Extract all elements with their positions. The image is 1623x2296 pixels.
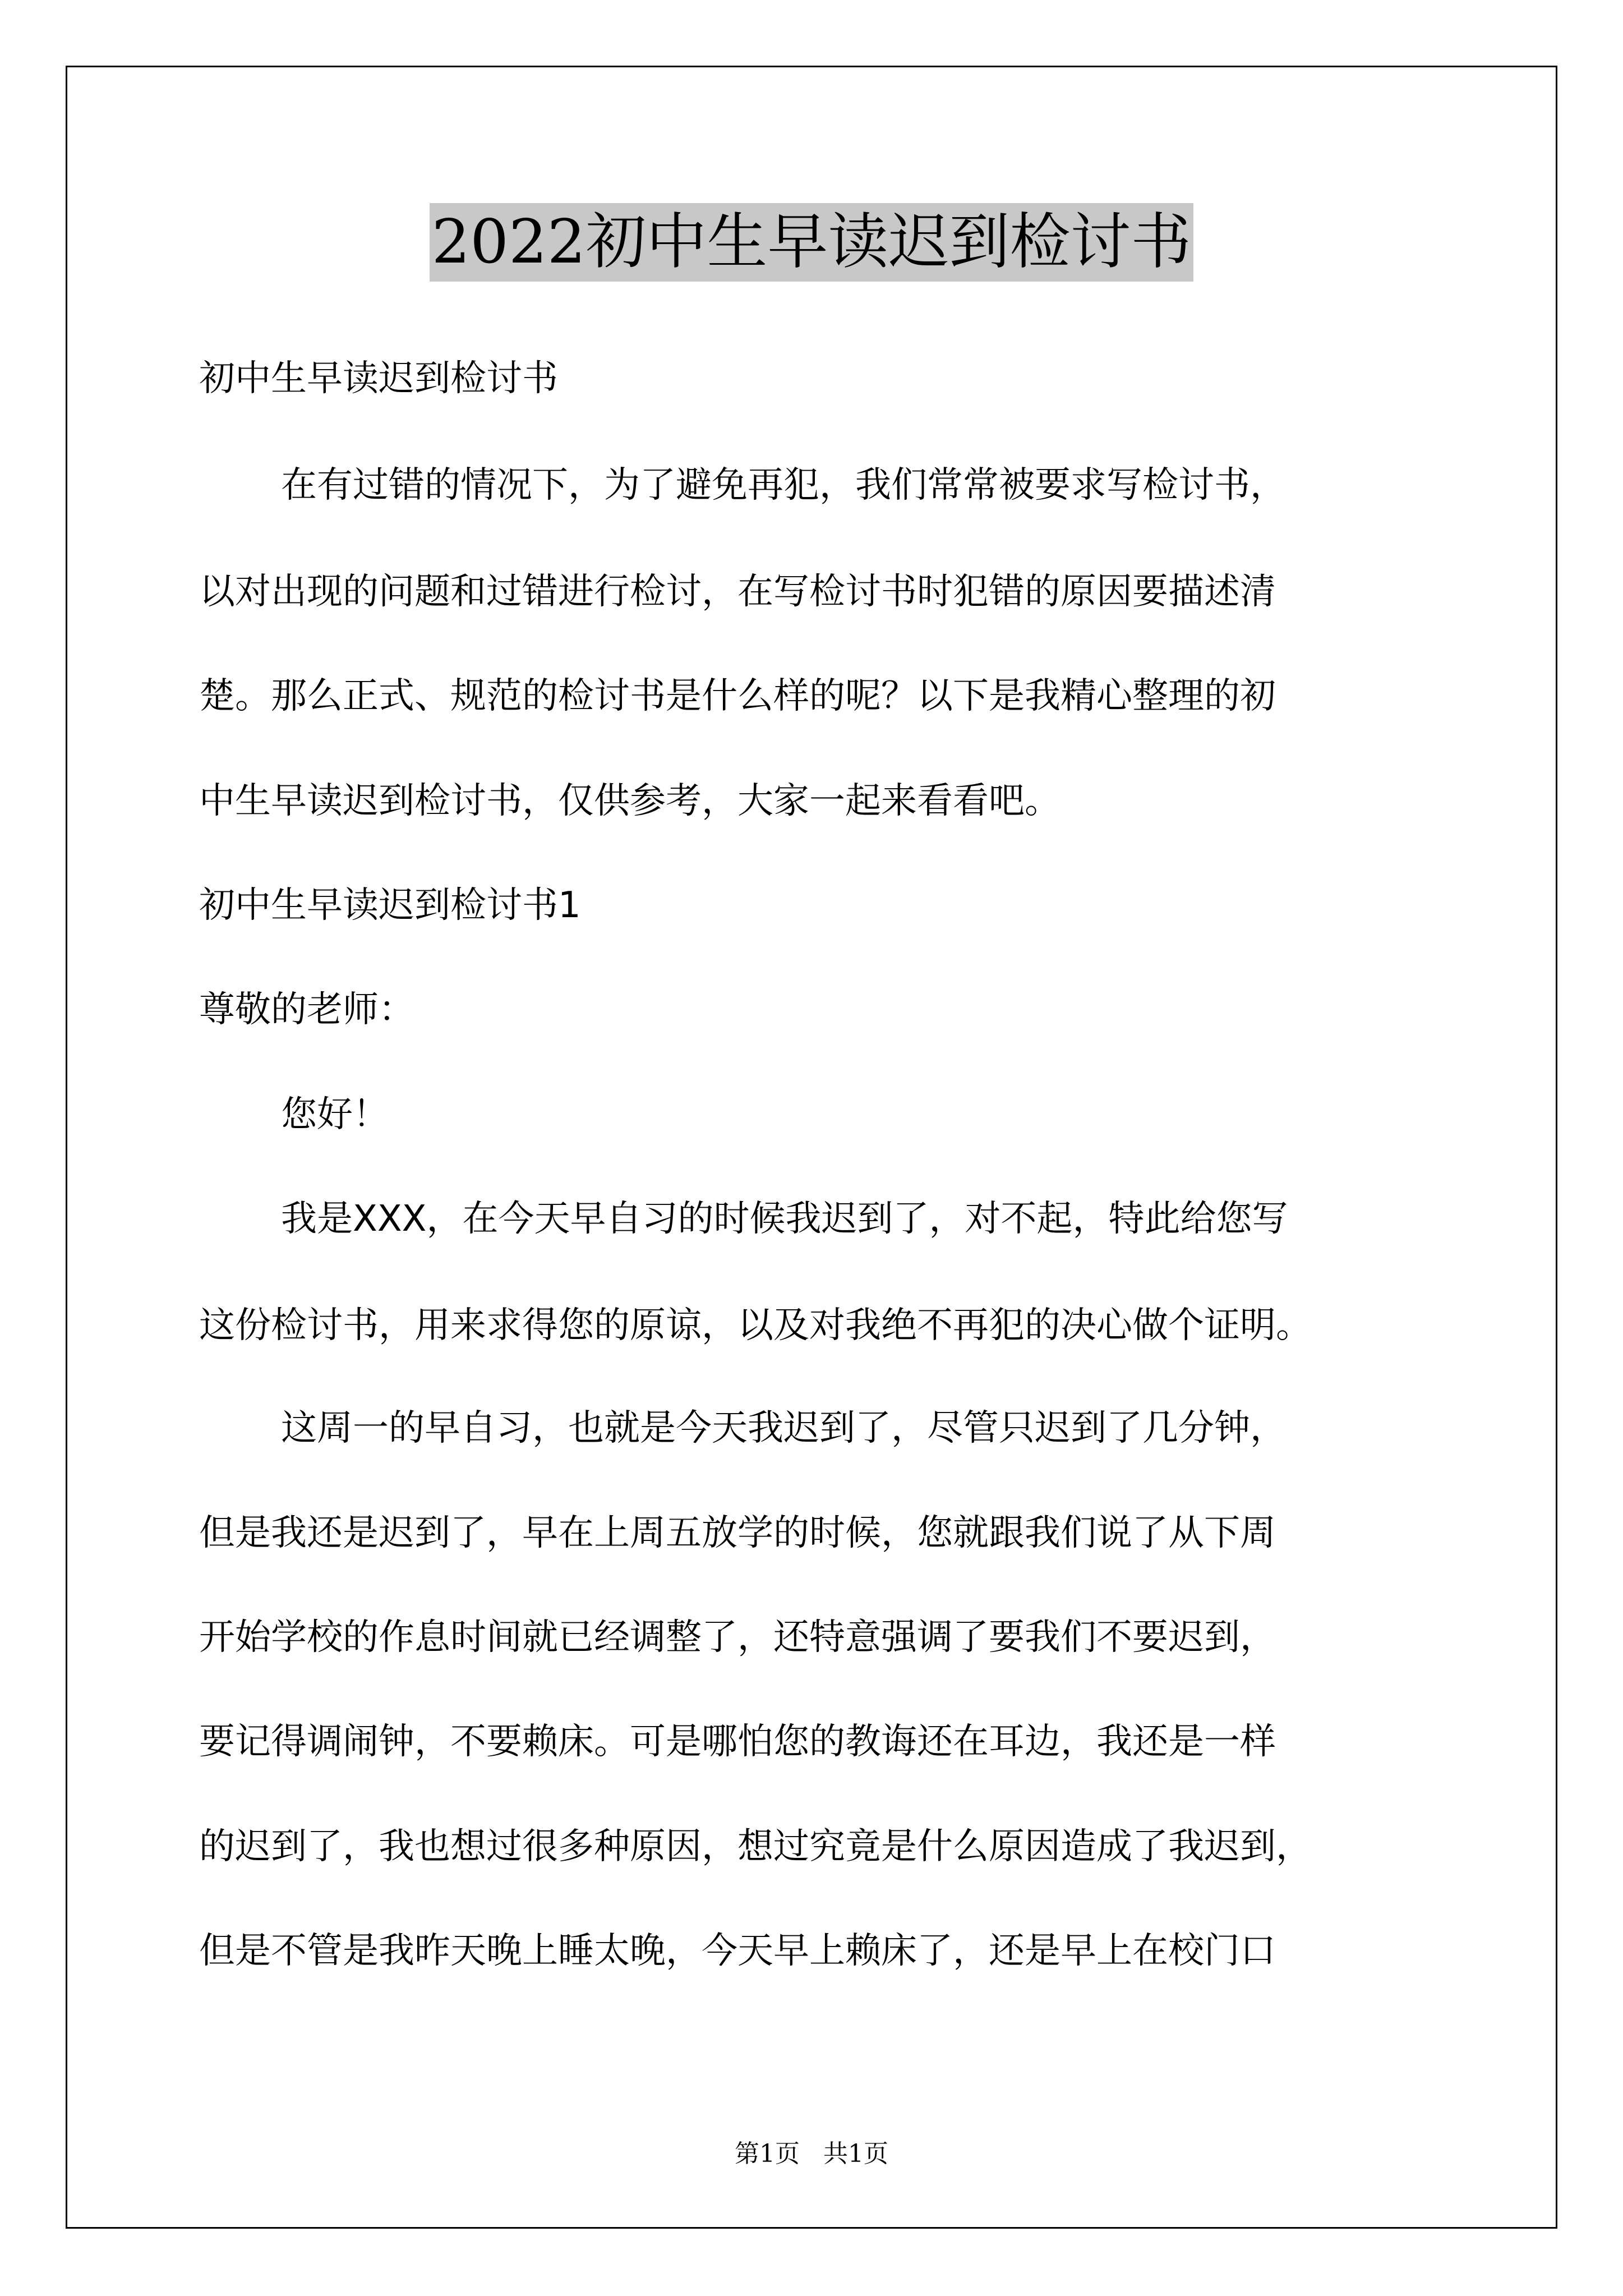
paragraph-line: 的迟到了，我也想过很多种原因，想过究竟是什么原因造成了我迟到， xyxy=(199,1826,1312,1867)
paragraph-line: 这份检讨书，用来求得您的原谅，以及对我绝不再犯的决心做个证明。 xyxy=(199,1305,1312,1346)
paragraph-line: 楚。那么正式、规范的检讨书是什么样的呢？以下是我精心整理的初 xyxy=(199,675,1276,717)
paragraph-line: 这周一的早自习，也就是今天我迟到了，尽管只迟到了几分钟， xyxy=(281,1407,1286,1449)
paragraph-line: 我是XXX，在今天早自习的时候我迟到了，对不起，特此给您写 xyxy=(281,1198,1288,1240)
paragraph-line: 以对出现的问题和过错进行检讨，在写检讨书时犯错的原因要描述清 xyxy=(199,571,1276,613)
greeting: 您好！ xyxy=(281,1094,389,1135)
paragraph-line: 要记得调闹钟，不要赖床。可是哪怕您的教诲还在耳边，我还是一样 xyxy=(199,1721,1276,1763)
subtitle-line: 初中生早读迟到检讨书 xyxy=(199,358,558,399)
paragraph-line: 但是不管是我昨天晚上睡太晚，今天早上赖床了，还是早上在校门口 xyxy=(199,1930,1276,1972)
paragraph-line: 中生早读迟到检讨书，仅供参考，大家一起来看看吧。 xyxy=(199,780,1061,822)
section-heading: 初中生早读迟到检讨书1 xyxy=(199,885,581,926)
title-container xyxy=(0,203,1623,282)
document-title: 2022初中生早读迟到检讨书 xyxy=(430,203,1194,282)
paragraph-line: 但是我还是迟到了，早在上周五放学的时候，您就跟我们说了从下周 xyxy=(199,1512,1276,1554)
page-footer: 第1页 共1页 xyxy=(735,2139,888,2168)
paragraph-line: 开始学校的作息时间就已经调整了，还特意强调了要我们不要迟到， xyxy=(199,1617,1276,1658)
salutation: 尊敬的老师： xyxy=(199,989,414,1030)
paragraph-line: 在有过错的情况下，为了避免再犯，我们常常被要求写检讨书， xyxy=(281,464,1286,506)
